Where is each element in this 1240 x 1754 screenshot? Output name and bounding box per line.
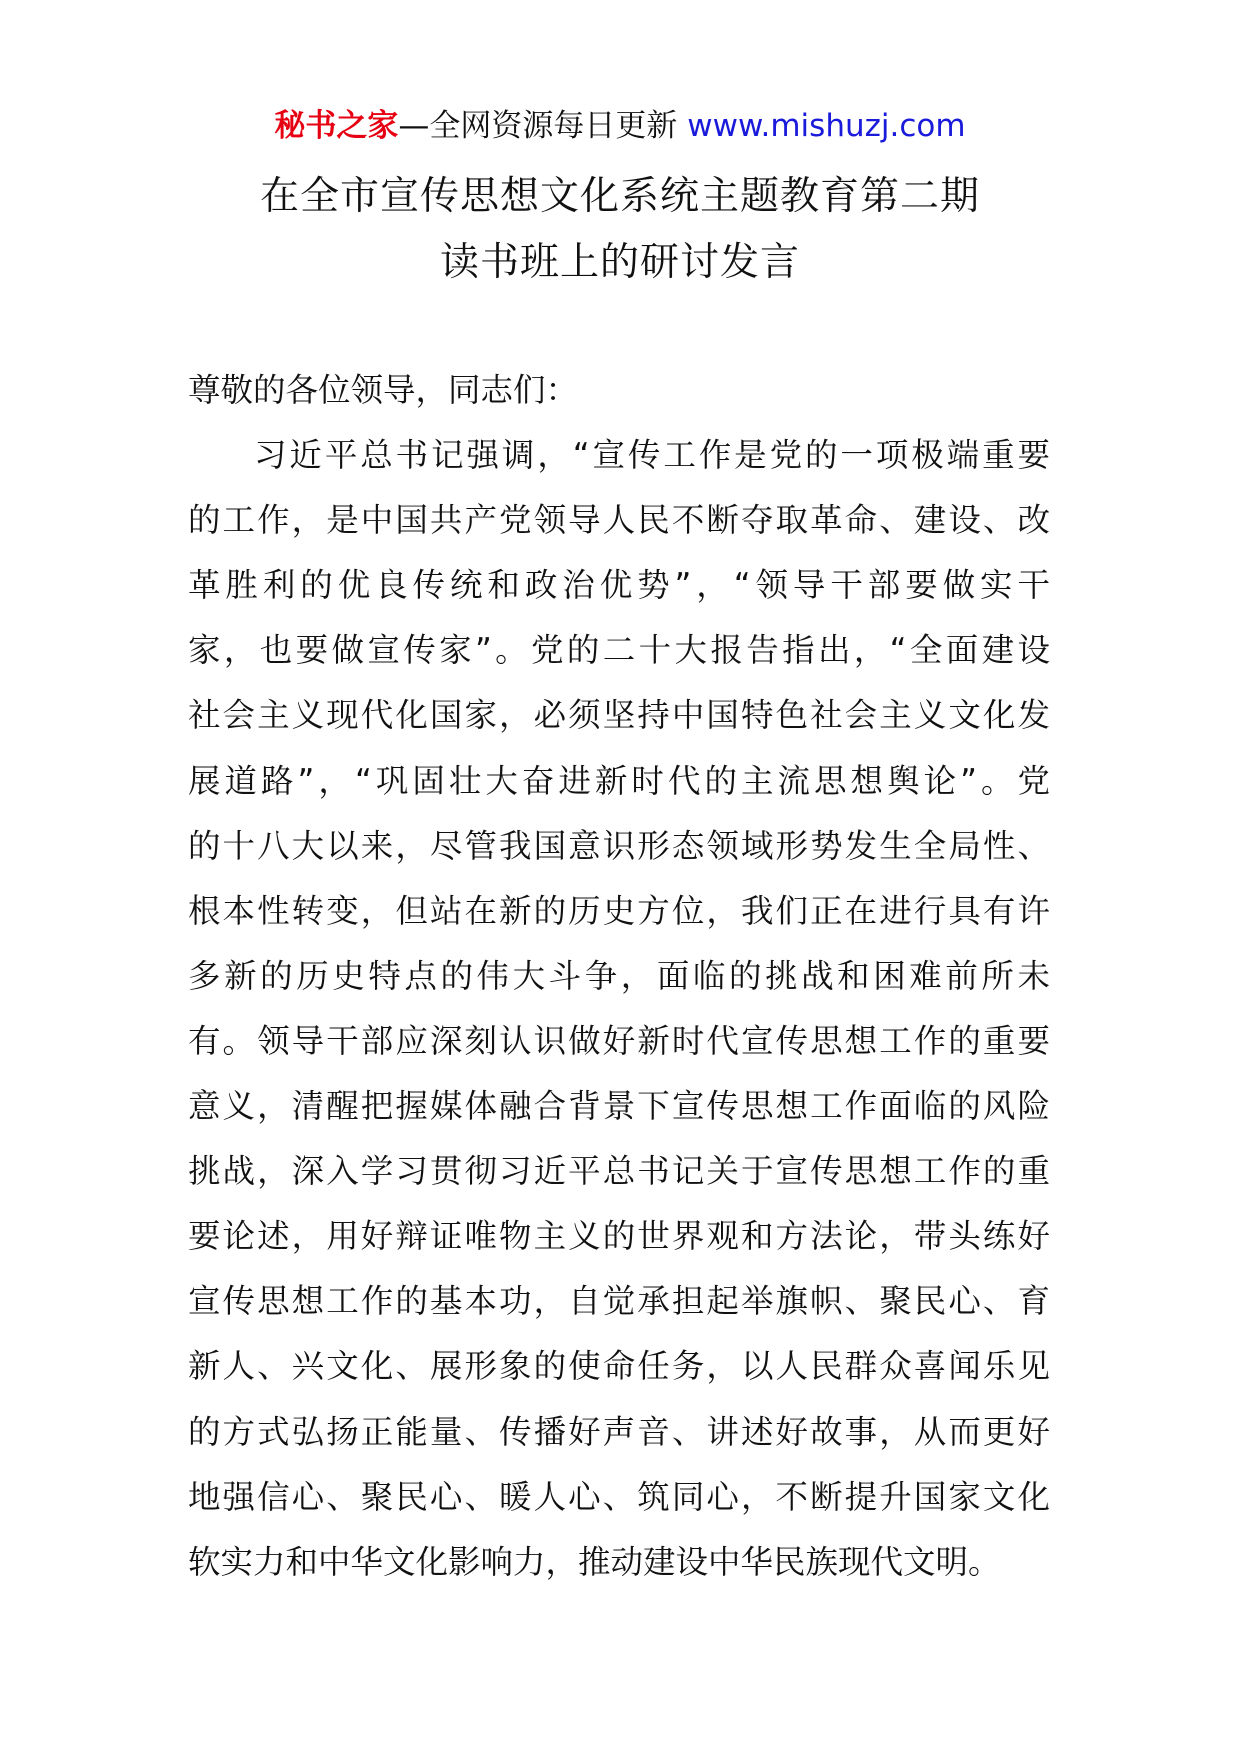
site-header [0,98,1240,154]
paragraph-line: 的工作，是中国共产党领导人民不断夺取革命、建设、改 [188,501,1050,540]
title-line-2: 读书班上的研讨发言 [439,240,800,285]
paragraph-line: 宣传思想工作的基本功，自觉承担起举旗帜、聚民心、育 [188,1282,1050,1321]
document-body [188,358,1050,1595]
paragraph-line: 地强信心、聚民心、暖人心、筑同心，不断提升国家文化 [188,1477,1050,1516]
paragraph-line: 习近平总书记强调，“宣传工作是党的一项极端重要 [254,436,1050,475]
paragraph-line: 的方式弘扬正能量、传播好声音、讲述好故事，从而更好 [188,1412,1050,1451]
paragraph-line: 意义，清醒把握媒体融合背景下宣传思想工作面临的风险 [188,1087,1050,1126]
paragraph-line: 展道路”，“巩固壮大奋进新时代的主流思想舆论”。党 [188,761,1050,800]
paragraph-line: 的十八大以来，尽管我国意识形态领域形势发生全局性、 [188,826,1050,865]
paragraph-line: 社会主义现代化国家，必须坚持中国特色社会主义文化发 [188,696,1050,735]
body-paragraph [188,423,1050,1595]
paragraph-line: 多新的历史特点的伟大斗争，面临的挑战和困难前所未 [188,956,1050,995]
document-title [0,164,1240,296]
title-line-1: 在全市宣传思想文化系统主题教育第二期 [259,174,980,219]
header-tagline: —全网资源每日更新 [398,108,688,144]
salutation: 尊敬的各位领导，同志们： [188,371,579,409]
paragraph-line: 根本性转变，但站在新的历史方位，我们正在进行具有许 [188,891,1050,930]
brand-name: 秘书之家 [274,108,399,144]
paragraph-line: 革胜利的优良传统和政治优势”，“领导干部要做实干 [188,566,1050,605]
paragraph-line: 挑战，深入学习贯彻习近平总书记关于宣传思想工作的重 [188,1152,1050,1191]
paragraph-line: 新人、兴文化、展形象的使命任务，以人民群众喜闻乐见 [188,1347,1050,1386]
paragraph-line: 家，也要做宣传家”。党的二十大报告指出，“全面建设 [188,631,1050,670]
site-url-link[interactable]: www.mishuzj.com [687,108,966,144]
paragraph-line: 有。领导干部应深刻认识做好新时代宣传思想工作的重要 [188,1021,1050,1060]
paragraph-line: 要论述，用好辩证唯物主义的世界观和方法论，带头练好 [188,1217,1050,1256]
paragraph-line: 软实力和中华文化影响力，推动建设中华民族现代文明。 [188,1542,1001,1581]
